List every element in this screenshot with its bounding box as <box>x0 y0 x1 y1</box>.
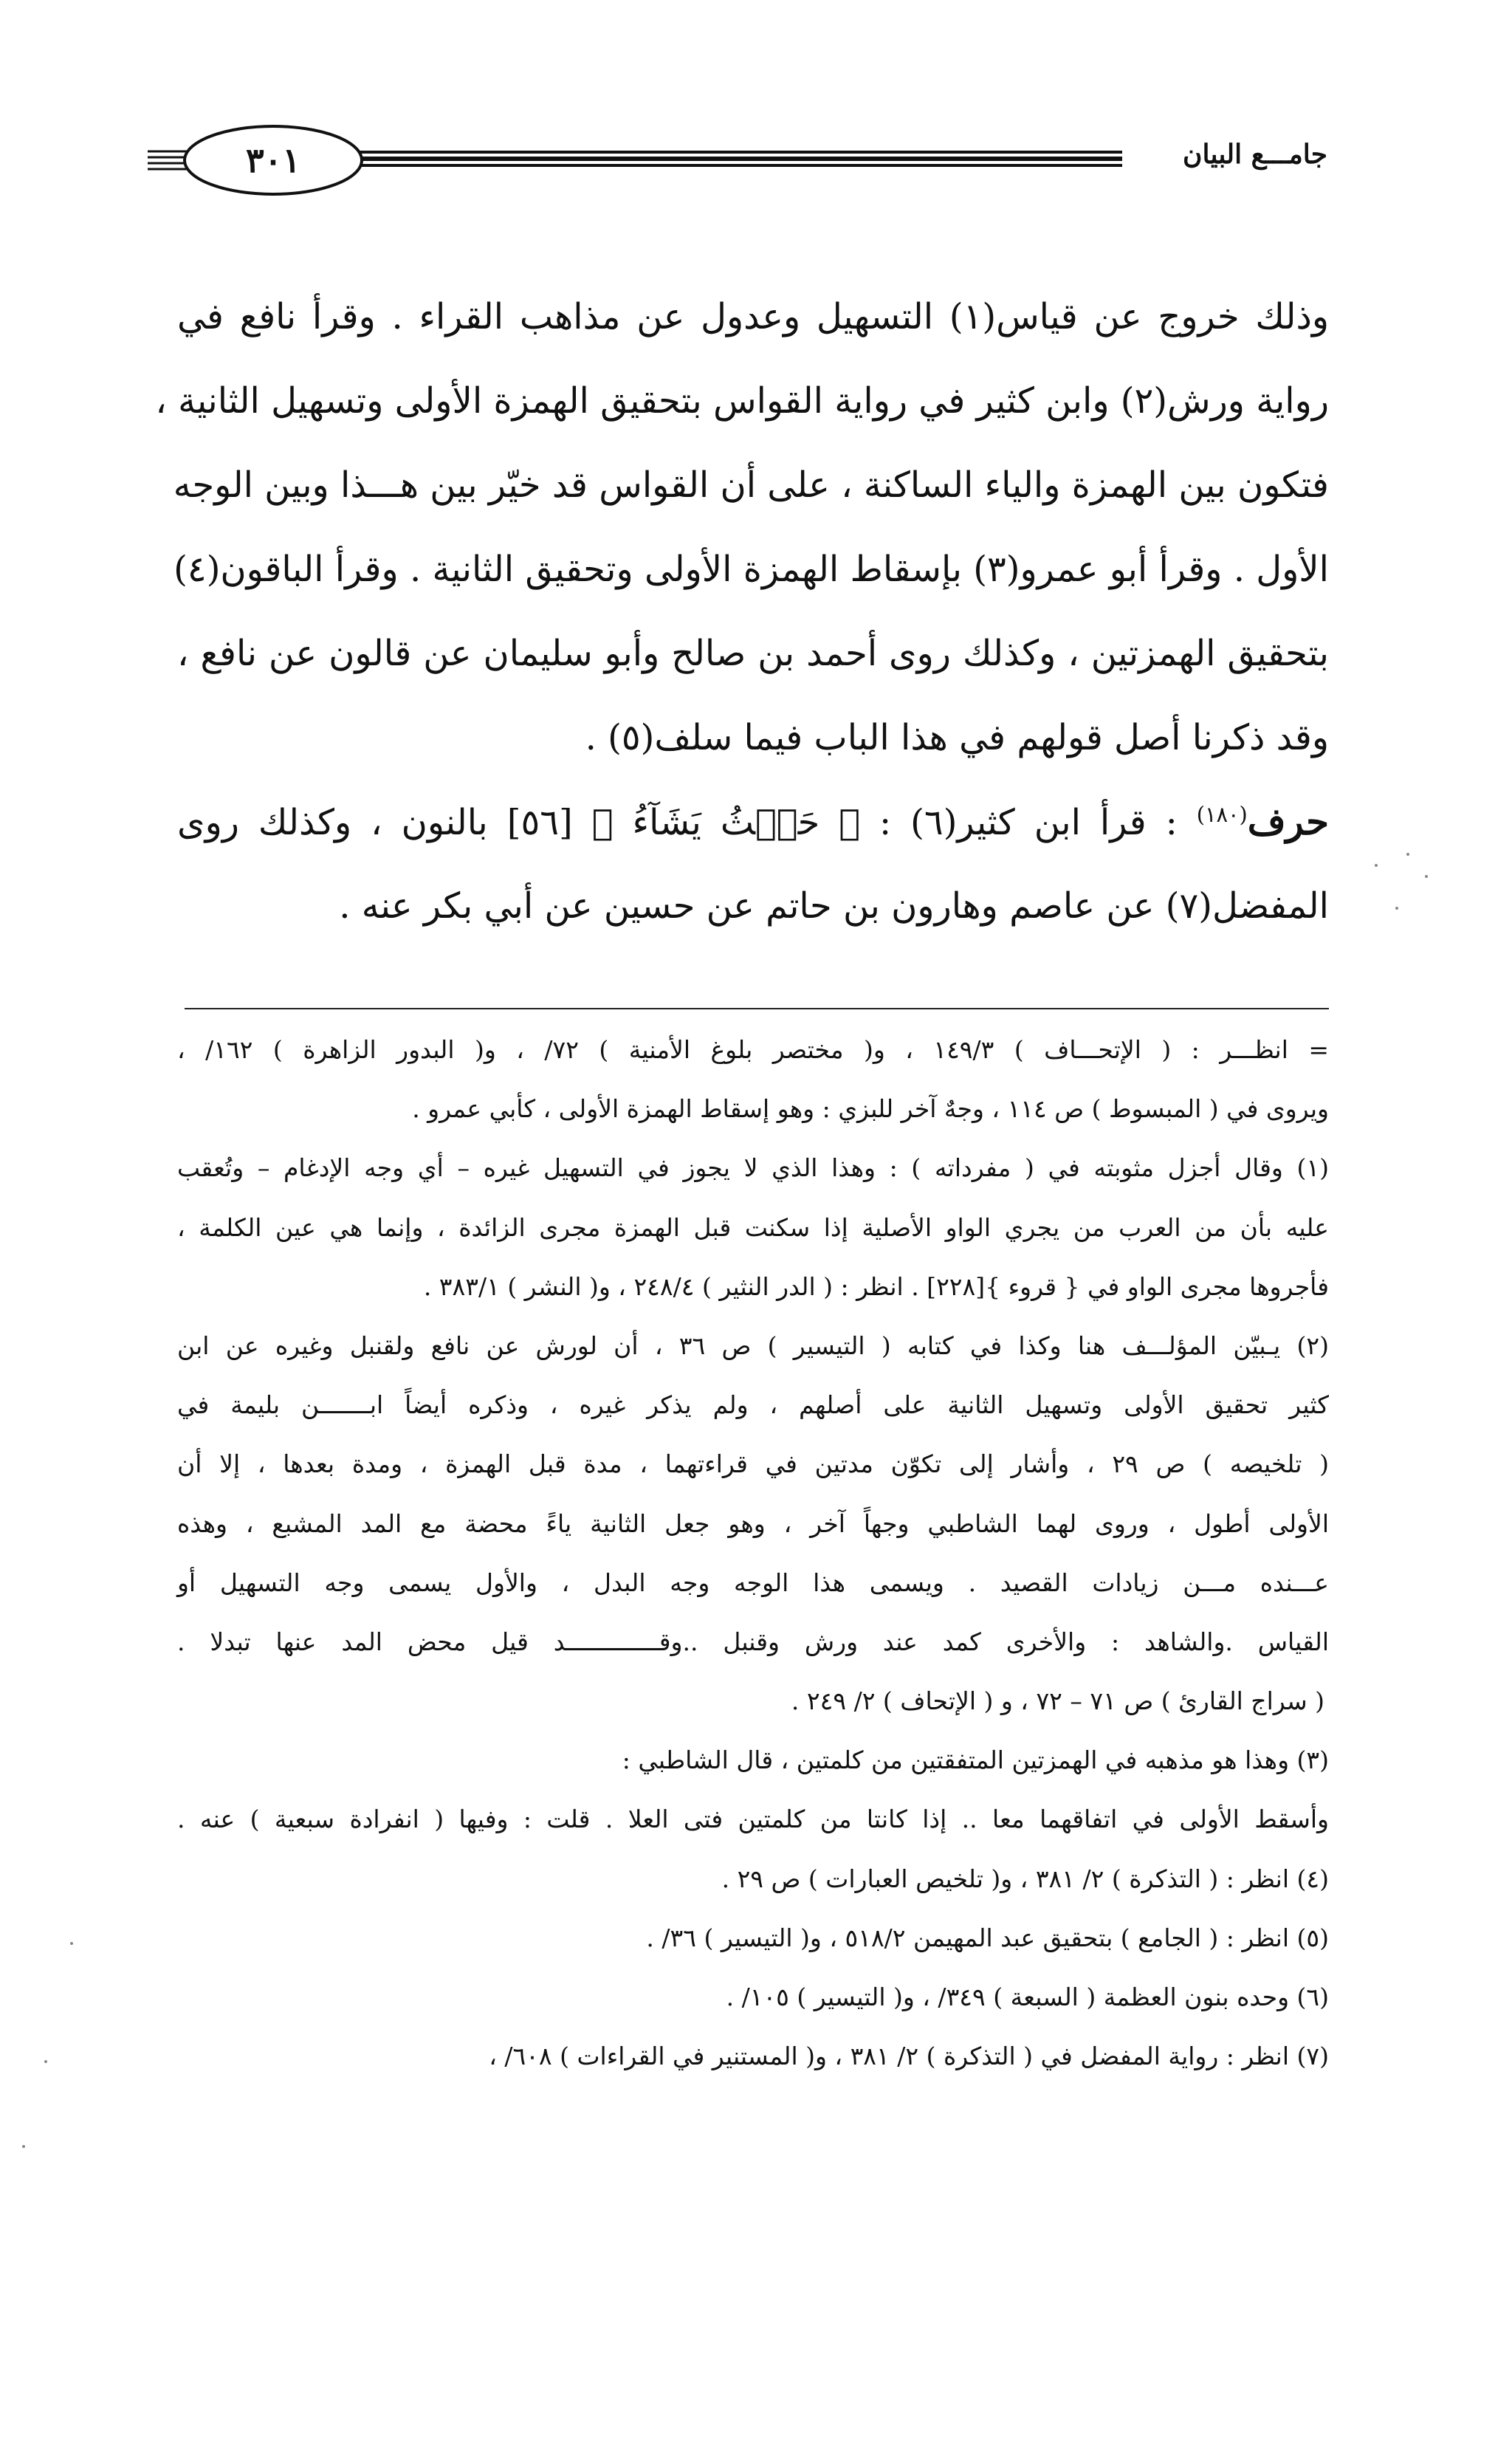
footnote-separator <box>185 1008 1329 1009</box>
main-text-line: وقد ذكرنا أصل قولهم في هذا الباب فيما سلف(٥) . <box>585 717 1329 758</box>
scan-speck <box>1425 875 1428 878</box>
main-text-line: المفضل(٧) عن عاصم وهارون بن حاتم عن حسين عن أبي بكر عنه . <box>339 885 1329 927</box>
main-text-line: فتكون بين الهمزة والياء الساكنة ، على أن القواس قد خيّر بين هـــذا وبين الوجه <box>173 464 1329 506</box>
scan-speck <box>70 1942 73 1945</box>
harf-line <box>177 780 1329 864</box>
footnote-line: = انظـــر : ( الإتحـــاف ) ١٤٩/٣ ، و( مختصر بلوغ الأمنية ) ٧٢/ ، و( البدور الزاهرة ) ١٦٢/ ، <box>177 1035 1329 1064</box>
footnote-line: (٤) انظر : ( التذكرة ) ٢/ ٣٨١ ، و( تلخيص العبارات ) ص ٢٩ . <box>721 1864 1329 1893</box>
footnote-line: (٥) انظر : ( الجامع ) بتحقيق عبد المهيمن ٥١٨/٢ ، و( التيسير ) ٣٦/ . <box>646 1923 1329 1952</box>
footnote-line: فأجروها مجرى الواو في { قروء }[٢٢٨] . انظر : ( الدر النثير ) ٢٤٨/٤ ، و( النشر ) ٣٨٣/١ . <box>423 1272 1329 1301</box>
harf-number: (١٨٠) <box>1196 802 1248 827</box>
footnote-line: (٧) انظر : رواية المفضل في ( التذكرة ) ٢/ ٣٨١ ، و( المستنير في القراءات ) ٦٠٨/ ، <box>489 2042 1329 2071</box>
footnote-line: (٣) وهذا هو مذهبه في الهمزتين المتفقتين من كلمتين ، قال الشاطبي : <box>622 1746 1329 1775</box>
harf-line-text: : قرأ ابن كثير(٦) : ﴿ حَيۡثُ يَشَآءُ ﴾ [٥٦] بالنون ، وكذلك روى <box>177 802 1197 843</box>
main-text-line: الأول . وقرأ أبو عمرو(٣) بإسقاط الهمزة الأولى وتحقيق الثانية . وقرأ الباقون(٤) <box>173 549 1329 590</box>
page-header <box>0 0 1512 222</box>
harf-word: حرف <box>1247 800 1330 843</box>
main-text-line: وذلك خروج عن قياس(١) التسهيل وعدول عن مذاهب القراء . وقرأ نافع في <box>177 296 1330 337</box>
scan-speck <box>1406 853 1409 856</box>
footnote-line: (١) وقال أجزل مثوبته في ( مفرداته ) : وهذا الذي لا يجوز في التسهيل غيره – أي وجه الإدغام – وتُعقب <box>177 1153 1329 1183</box>
footnote-line: الأولى أطول ، وروى لهما الشاطبي وجهاً آخر ، وهو جعل الثانية ياءً محضة مع المد المشبع ، وهذه <box>177 1509 1329 1538</box>
scan-speck <box>1375 864 1378 867</box>
scan-speck <box>44 2060 47 2063</box>
footnote-line: وأسقط الأولى في اتفاقهما معا .. إذا كانتا من كلمتين فتى العلا . قلت : وفيها ( انفرادة سبعية ) عنه . <box>177 1805 1329 1834</box>
footnote-line: القياس .والشاهد : والأخرى كمد عند ورش وقنبل ..وقـــــــــــــد قيل محض المد عنها تبدلا . <box>177 1627 1329 1656</box>
footnotes <box>177 1020 1329 2086</box>
scan-speck <box>22 2145 25 2148</box>
footnote-line: (٦) وحده بنون العظمة ( السبعة ) ٣٤٩/ ، و( التيسير ) ١٠٥/ . <box>726 1983 1329 2011</box>
footnote-line: عـــنده مـــن زيادات القصيد . ويسمى هذا الوجه وجه البدل ، والأول يسمى وجه التسهيل أو <box>177 1568 1329 1597</box>
header-ornament <box>0 0 1512 222</box>
main-text-line: بتحقيق الهمزتين ، وكذلك روى أحمد بن صالح وأبو سليمان عن قالون عن نافع ، <box>177 633 1330 674</box>
scan-speck <box>1395 907 1398 910</box>
footnote-line: ( تلخيصه ) ص ٢٩ ، وأشار إلى تكوّن مدتين في قراءتهما ، مدة قبل الهمزة ، ومدة بعدها ، إلا أن <box>177 1449 1329 1479</box>
running-title: جامـــع البيان <box>1183 139 1327 170</box>
footnote-line: (٢) يـبيّن المؤلـــف هنا وكذا في كتابه ( التيسير ) ص ٣٦ ، أن لورش عن نافع ولقنبل وغيره عن ابن <box>177 1331 1329 1360</box>
main-text <box>155 275 1330 948</box>
main-text-line: رواية ورش(٢) وابن كثير في رواية القواس بتحقيق الهمزة الأولى وتسهيل الثانية ، <box>155 380 1329 422</box>
footnote-line: عليه بأن من العرب من يجري الواو الأصلية إذا سكنت قبل الهمزة مجرى الزائدة ، وإنما هي عين الكلمة ، <box>177 1212 1329 1242</box>
footnote-line: ويروى في ( المبسوط ) ص ١١٤ ، وجهٌ آخر للبزي : وهو إسقاط الهمزة الأولى ، كأبي عمرو . <box>412 1094 1329 1124</box>
page-number: ٣٠١ <box>245 140 301 180</box>
footnote-line: ( سراج القارئ ) ص ٧١ – ٧٢ ، و ( الإتحاف ) ٢/ ٢٤٩ . <box>791 1686 1324 1716</box>
footnote-line: كثير تحقيق الأولى وتسهيل الثانية على أصلهم ، ولم يذكر غيره ، وذكره أيضاً ابـــــــن بليمة في <box>177 1390 1329 1420</box>
